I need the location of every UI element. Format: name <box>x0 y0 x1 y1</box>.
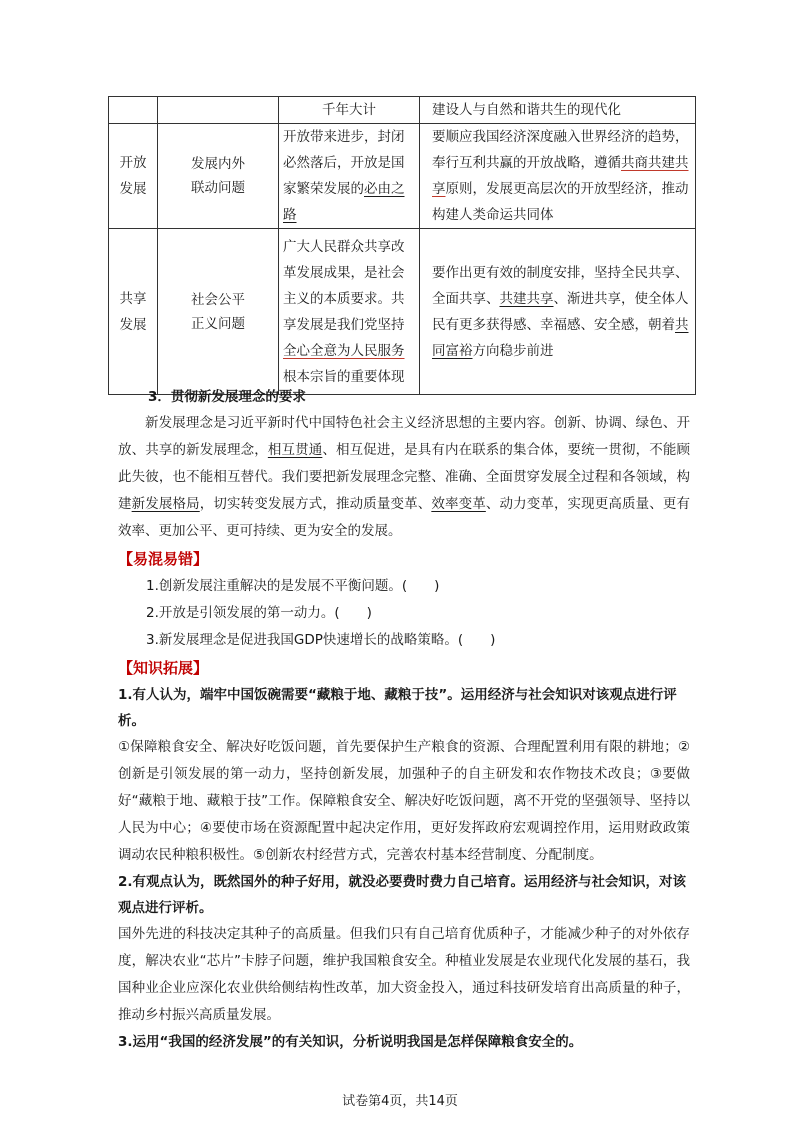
section-paragraph: 新发展理念是习近平新时代中国特色社会主义经济思想的主要内容。创新、协调、绿色、开放、共享的新发展理念，相互贯通、相互促进，是具有内在联系的集合体，要统一贯彻，不能顾此失彼，也不能相互替代。我们要把新发展理念完整、准确、全面贯穿发展全过程和各领域，构建新发展格局，切实转变发展方式，推动质量变革、效率变革、动力变革，实现更高质量、更有效率、更加公平、更可持续、更为安全的发展。 <box>118 415 691 539</box>
question-1: 1.有人认为，端牢中国饭碗需要“藏粮于地、藏粮于技”。运用经济与社会知识对该观点进行评析。 <box>118 687 677 729</box>
table-cell: 要作出更有效的制度安排，坚持全民共享、全面共享、共建共享、渐进共享，使全体人民有更多获得感、幸福感、安全感，朝着共同富裕方向稳步前进 <box>420 229 696 395</box>
table-cell: 广大人民群众共享改革发展成果，是社会主义的本质要求。共享发展是我们党坚持全心全意为人民服务根本宗旨的重要体现 <box>279 229 420 395</box>
table-cell: 千年大计 <box>279 97 420 124</box>
table-row <box>109 124 696 229</box>
list-item: 1.创新发展注重解决的是发展不平衡问题。( ) <box>146 578 440 594</box>
list-item: 3.新发展理念是促进我国GDP快速增长的战略策略。( ) <box>146 632 496 648</box>
table-cell: 发展内外 联动问题 <box>158 124 279 229</box>
table-cell: 开放带来进步，封闭必然落后，开放是国家繁荣发展的必由之路 <box>279 124 420 229</box>
development-concepts-table <box>108 96 696 395</box>
table-row <box>109 97 696 124</box>
list-item: 2.开放是引领发展的第一动力。( ) <box>146 605 372 621</box>
section-heading: 3．贯彻新发展理念的要求 <box>148 389 306 405</box>
expand-title: 【知识拓展】 <box>118 659 209 677</box>
question-3: 3.运用“我国的经济发展”的有关知识，分析说明我国是怎样保障粮食安全的。 <box>118 1034 583 1050</box>
table-cell: 要顺应我国经济深度融入世界经济的趋势，奉行互利共赢的开放战略，遵循共商共建共享原则，发展更高层次的开放型经济，推动构建人类命运共同体 <box>420 124 696 229</box>
answer-2: 国外先进的科技决定其种子的高质量。但我们只有自己培育优质种子，才能减少种子的对外依存度，解决农业“芯片”卡脖子问题，维护我国粮食安全。种植业发展是农业现代化发展的基石，我国种业企业应深化农业供给侧结构性改革，加大资金投入，通过科技研发培育出高质量的种子，推动乡村振兴高质量发展。 <box>118 926 690 1023</box>
confuse-title: 【易混易错】 <box>118 550 209 568</box>
table-cell <box>109 97 158 124</box>
table-cell <box>158 97 279 124</box>
table-cell: 开放 发展 <box>109 124 158 229</box>
answer-1: ①保障粮食安全、解决好吃饭问题，首先要保护生产粮食的资源、合理配置利用有限的耕地；②创新是引领发展的第一动力，坚持创新发展，加强种子的自主研发和农作物技术改良；③要做好“藏粮于地、藏粮于技”工作。保障粮食安全、解决好吃饭问题，离不开党的坚强领导、坚持以人民为中心；④要使市场在资源配置中起决定作用，更好发挥政府宏观调控作用，运用财政政策调动农民种粮积极性。⑤创新农村经营方式，完善农村基本经营制度、分配制度。 <box>118 739 690 863</box>
question-2: 2.有观点认为，既然国外的种子好用，就没必要费时费力自己培育。运用经济与社会知识，对该观点进行评析。 <box>118 874 687 916</box>
table-cell: 建设人与自然和谐共生的现代化 <box>420 97 696 124</box>
table-cell: 共享 发展 <box>109 229 158 395</box>
page-footer: 试卷第4页，共14页 <box>342 1094 458 1109</box>
table-cell: 社会公平 正义问题 <box>158 229 279 395</box>
table-row <box>109 229 696 395</box>
body-content <box>118 386 690 1055</box>
